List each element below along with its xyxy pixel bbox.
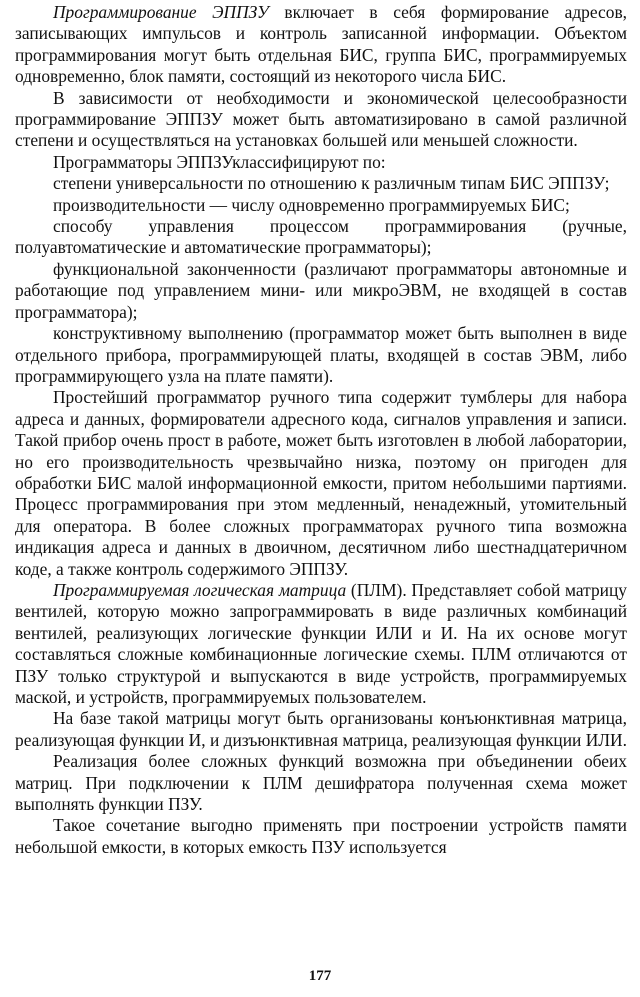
paragraph-memory-devices: Такое сочетание выгодно применять при построении устройств памяти небольшой емкости, в которых емкость ПЗУ используется [15,815,627,857]
paragraph-classification-intro: Программаторы ЭППЗУклассифицируют по: [53,151,386,172]
paragraph-matrices: На базе такой матрицы могут быть организованы конъюнктивная матрица, реализующая функции И, и дизъюнктивная матрица, реализующая функции ИЛИ. [15,708,627,750]
paragraph-plm [15,580,627,708]
paragraph-complex-functions: Реализация более сложных функций возможна при объединении обеих матриц. При подключении к ПЛМ дешифратора полученная схема может выполнять функции ПЗУ. [15,751,627,815]
term-plm: Программируемая логическая матрица [53,579,347,600]
list-item-universality: степени универсальности по отношению к различным типам БИС ЭППЗУ; [53,173,610,194]
page-number: 177 [308,968,332,984]
term-programming-eppzu: Программирование ЭППЗУ [53,2,269,22]
body-text [15,2,627,858]
list-item-design: конструктивному выполнению (программатор может быть выполнен в виде отдельного прибора, программирующей платы, входящей в состав ЭВМ, либо программирующего узла на плате памяти). [15,323,627,386]
paragraph-automation: В зависимости от необходимости и экономической целесообразности программирование ЭППЗУ может быть автоматизировано в самой различной степени и осуществляться на установках большей или меньшей сложности. [15,87,627,151]
list-item-performance: производительности — числу одновременно программируемых БИС; [53,194,570,215]
paragraph-text: включает в себя формирование адресов, записывающих импульсов и контроль записанной информации. Объектом программирования могут быть отдельная БИС, группа БИС, программируемых одновременно, блок памяти, состоящий из некоторого числа БИС. [15,2,627,87]
paragraph-manual-programmer: Простейший программатор ручного типа содержит тумблеры для набора адреса и данных, формирователи адресного кода, сигналов управления и записи. Такой прибор очень прост в работе, может быть изготовлен в любой лаборатории, но его производительность чрезвычайно низка, поэтому он пригоден для обработки БИС малой информационной емкости, притом небольшими партиями. Процесс программирования при этом медленный, ненадежный, утомительный для оператора. В более сложных программаторах ручного типа возможна индикация адреса и данных в двоичном, десятичном либо шестнадцатеричном коде, а также контроль содержимого ЭППЗУ. [15,387,627,579]
list-item-functional-completeness: функциональной законченности (различают программаторы автономные и работающие под управлением мини- или микроЭВМ, не входящей в состав программатора); [15,258,627,322]
list-item-control-method: способу управления процессом программирования (ручные, полуавтоматические и автоматические программаторы); [15,216,627,258]
paragraph-text: (ПЛМ). Представляет собой матрицу вентилей, которую можно запрограммировать в виде различных комбинаций вентилей, реализующих логические функции ИЛИ и И. На их основе могут составляться сложные комбинационные логические схемы. ПЛМ отличаются от ПЗУ только структурой и выпускаются в виде устройств, программируемых маской, и устройств, программируемых пользователем. [15,579,627,707]
paragraph-programming-eppzu [15,2,627,88]
